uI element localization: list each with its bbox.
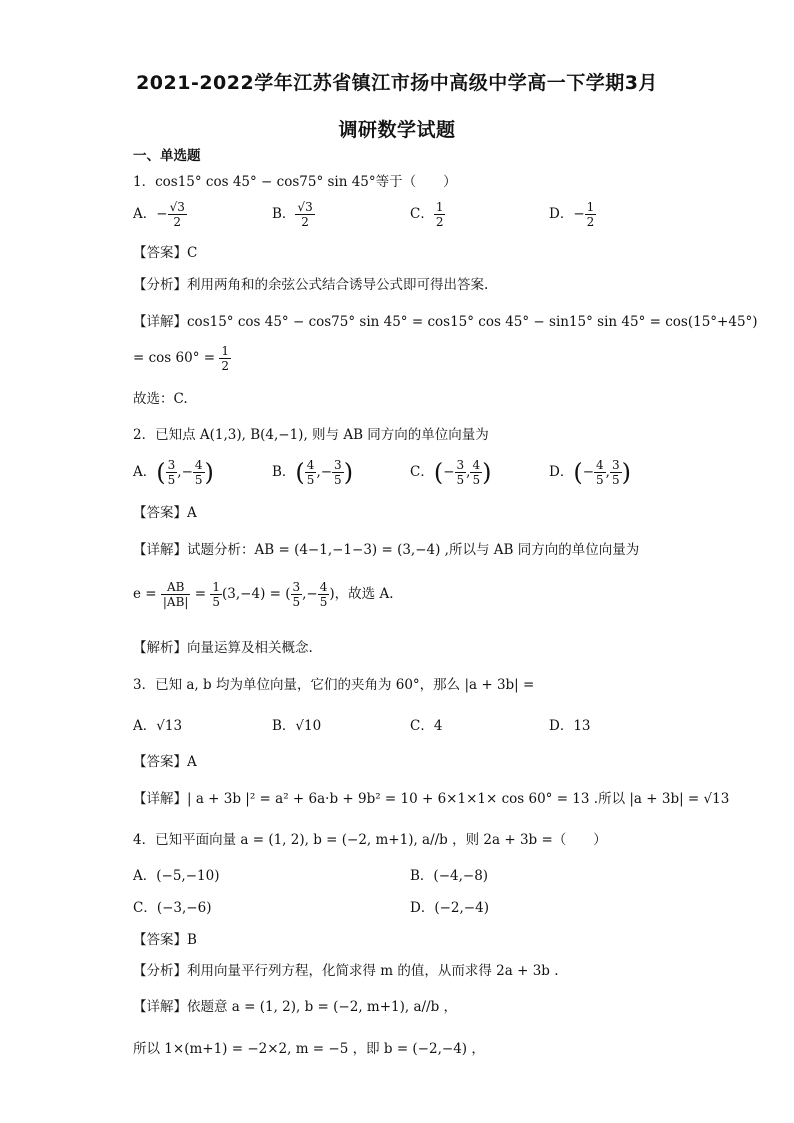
q2-option-d: D．(− $\frac{4}{5}$ , $\frac{3}{5}$ ) [549, 458, 631, 487]
q2-option-b: B．( $\frac{4}{5}$ ,− $\frac{3}{5}$ ) [272, 458, 354, 487]
q2-detail: 【详解】试题分析：AB = (4−1,−1−3) = (3,−4) ,所以与 AB 同方向的单位向量为 [133, 542, 640, 558]
q4-detail-step: 所以 1×(m+1) = −2×2, m = −5 ，即 b = (−2,−4) ， [133, 1041, 485, 1057]
q4-analysis: 【分析】利用向量平行列方程，化简求得 m 的值，从而求得 2a + 3b . [133, 963, 559, 979]
q2-stem: 2．已知点 A(1,3), B(4,−1), 则与 AB 同方向的单位向量为 [133, 427, 489, 443]
q2-option-c: C．(− $\frac{3}{5}$ , $\frac{4}{5}$ ) [410, 458, 492, 487]
q3-option-c: C．4 [410, 718, 443, 734]
page-title-line1: 2021-2022学年江苏省镇江市扬中高级中学高一下学期3月 [136, 72, 658, 94]
page-title-line2: 调研数学试题 [338, 119, 456, 141]
q4-option-d: D．(−2,−4) [410, 900, 489, 916]
q4-option-a: A．(−5,−10) [133, 868, 220, 884]
q2-explain: 【解析】向量运算及相关概念. [133, 640, 313, 656]
q4-answer: 【答案】B [133, 932, 197, 948]
q3-option-d: D．13 [549, 718, 591, 734]
q1-stem: 1．cos15° cos 45° − cos75° sin 45°等于（ ） [133, 174, 457, 190]
q3-stem: 3．已知 a, b 均为单位向量，它们的夹角为 60°，那么 |a + 3b| = [133, 677, 535, 693]
q4-detail: 【详解】依题意 a = (1, 2), b = (−2, m+1), a//b ， [133, 999, 458, 1015]
q2-option-a: A．( $\frac{3}{5}$ ,− $\frac{4}{5}$ ) [133, 458, 214, 487]
q4-stem: 4．已知平面向量 a = (1, 2), b = (−2, m+1), a//b ，则 2a + 3b =（ ） [133, 832, 607, 848]
q1-option-d: D．− $\frac{1}{2}$ [549, 200, 595, 229]
q2-answer: 【答案】A [133, 505, 197, 521]
q1-analysis: 【分析】利用两角和的余弦公式结合诱导公式即可得出答案. [133, 277, 489, 293]
q3-detail: 【详解】| a + 3b |² = a² + 6a·b + 9b² = 10 + 6×1×1× cos 60° = 13 .所以 |a + 3b| = √13 [133, 791, 730, 807]
q1-detail-result: = cos 60° = $\frac{1}{2}$ [133, 344, 229, 373]
q2-detail-formula: e = $\frac{AB}{|AB|}$ = $\frac{1}{5}$ (3,−4) = ( $\frac{3}{5}$ ,− $\frac{4}{5}$ )，故选 A. [133, 580, 394, 609]
q1-answer: 【答案】C [133, 245, 198, 261]
q1-conclusion: 故选：C. [133, 391, 188, 407]
q3-option-a: A．√13 [133, 718, 183, 734]
q1-detail: 【详解】cos15° cos 45° − cos75° sin 45° = cos15° cos 45° − sin15° sin 45° = cos(15°+45°) [133, 314, 758, 330]
section-heading: 一、单选题 [133, 148, 201, 164]
q1-option-b: B． $\frac{√3}{2}$ [272, 200, 313, 229]
q1-option-a: A．− $\frac{√3}{2}$ [133, 200, 185, 229]
q4-option-b: B．(−4,−8) [410, 868, 489, 884]
q3-option-b: B．√10 [272, 718, 322, 734]
q1-option-c: C． $\frac{1}{2}$ [410, 200, 444, 229]
q3-answer: 【答案】A [133, 754, 197, 770]
q4-option-c: C．(−3,−6) [133, 900, 212, 916]
